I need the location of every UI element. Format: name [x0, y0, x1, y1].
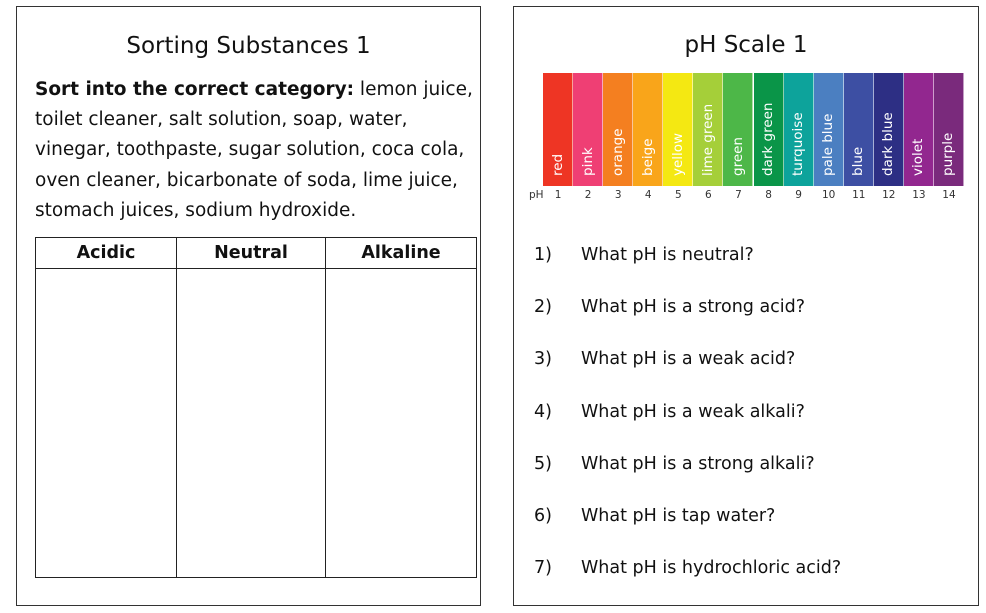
ph-number-label: 12: [882, 189, 896, 201]
question-text: What pH is a weak alkali?: [581, 401, 805, 422]
ph-number-label: 11: [852, 189, 866, 201]
ph-band-violet: [904, 73, 934, 186]
question-number: 7): [534, 558, 552, 579]
ph-scale-title: pH Scale 1: [684, 32, 808, 58]
ph-scale-chart: [529, 73, 964, 208]
ph-band-label: orange: [609, 128, 626, 176]
question-number: 2): [534, 297, 552, 318]
ph-band-orange: [603, 73, 633, 186]
question-text: What pH is a strong alkali?: [581, 453, 815, 474]
ph-number-label: 6: [705, 189, 712, 201]
ph-band-label: pale blue: [820, 113, 837, 176]
neutral-column-cell[interactable]: [177, 269, 326, 578]
ph-scale-card: [513, 6, 979, 606]
ph-number-label: 5: [674, 189, 682, 201]
ph-number-label: 13: [912, 189, 926, 201]
ph-number-label: 1: [554, 189, 562, 201]
ph-band-dark-green: [754, 73, 784, 186]
ph-band-label: purple: [940, 132, 957, 176]
header-alkaline: Alkaline: [326, 238, 477, 269]
ph-band-label: beige: [639, 138, 656, 176]
ph-band-lime-green: [693, 73, 723, 186]
question-number: 5): [534, 453, 552, 474]
sorting-instructions: [35, 75, 475, 226]
substance-list: lemon juice, toilet cleaner, salt solution, soap, water, vinegar, toothpaste, sugar solution, coca cola, oven cleaner, bicarbonate of soda, lime juice, stomach juices, sodium hydroxide.: [35, 79, 473, 221]
ph-band-label: pink: [579, 147, 596, 176]
ph-number-label: 3: [614, 189, 622, 201]
question-number: 3): [534, 349, 552, 370]
question-number: 6): [534, 506, 552, 526]
ph-number-label: 10: [821, 189, 836, 201]
ph-band-beige: [633, 73, 663, 186]
question-number: 4): [534, 401, 552, 422]
alkaline-column-cell[interactable]: [326, 269, 477, 578]
ph-number-label: 7: [735, 189, 742, 201]
ph-band-green: [723, 73, 753, 186]
question-text: What pH is neutral?: [581, 245, 754, 265]
ph-band-turquoise: [784, 73, 814, 186]
ph-band-label: dark blue: [880, 112, 897, 176]
ph-band-label: dark green: [760, 102, 777, 176]
ph-band-red: [543, 73, 573, 186]
ph-band-label: lime green: [699, 103, 716, 176]
ph-number-label: 2: [584, 189, 592, 201]
ph-number-label: 9: [795, 189, 802, 201]
sorting-title: Sorting Substances 1: [126, 33, 371, 59]
sorting-table: [35, 237, 477, 578]
ph-band-pale-blue: [814, 73, 844, 186]
ph-band-label: turquoise: [790, 112, 807, 176]
ph-axis-prefix: pH: [529, 189, 544, 201]
ph-number-label: 8: [765, 189, 772, 201]
question-text: What pH is hydrochloric acid?: [581, 558, 842, 579]
ph-band-label: red: [549, 153, 566, 176]
header-acidic: Acidic: [36, 238, 177, 269]
instruction-heading: Sort into the correct category:: [35, 79, 355, 100]
ph-band-blue: [844, 73, 874, 186]
question-text: What pH is a weak acid?: [581, 349, 796, 370]
question-text: What pH is tap water?: [581, 506, 776, 526]
ph-number-label: 14: [942, 189, 956, 201]
ph-band-dark-blue: [874, 73, 904, 186]
ph-band-pink: [573, 73, 603, 186]
sorting-card: [16, 6, 481, 606]
ph-number-label: 4: [644, 189, 652, 201]
ph-band-purple: [934, 73, 964, 186]
table-answer-row: [36, 269, 477, 578]
ph-band-label: green: [729, 137, 746, 176]
header-neutral: Neutral: [177, 238, 326, 269]
ph-band-label: violet: [910, 138, 927, 176]
question-text: What pH is a strong acid?: [581, 297, 806, 318]
ph-band-label: yellow: [669, 132, 686, 176]
ph-band-label: blue: [850, 146, 867, 176]
question-number: 1): [534, 245, 552, 265]
table-header-row: [36, 238, 477, 269]
acidic-column-cell[interactable]: [36, 269, 177, 578]
ph-band-yellow: [663, 73, 693, 186]
